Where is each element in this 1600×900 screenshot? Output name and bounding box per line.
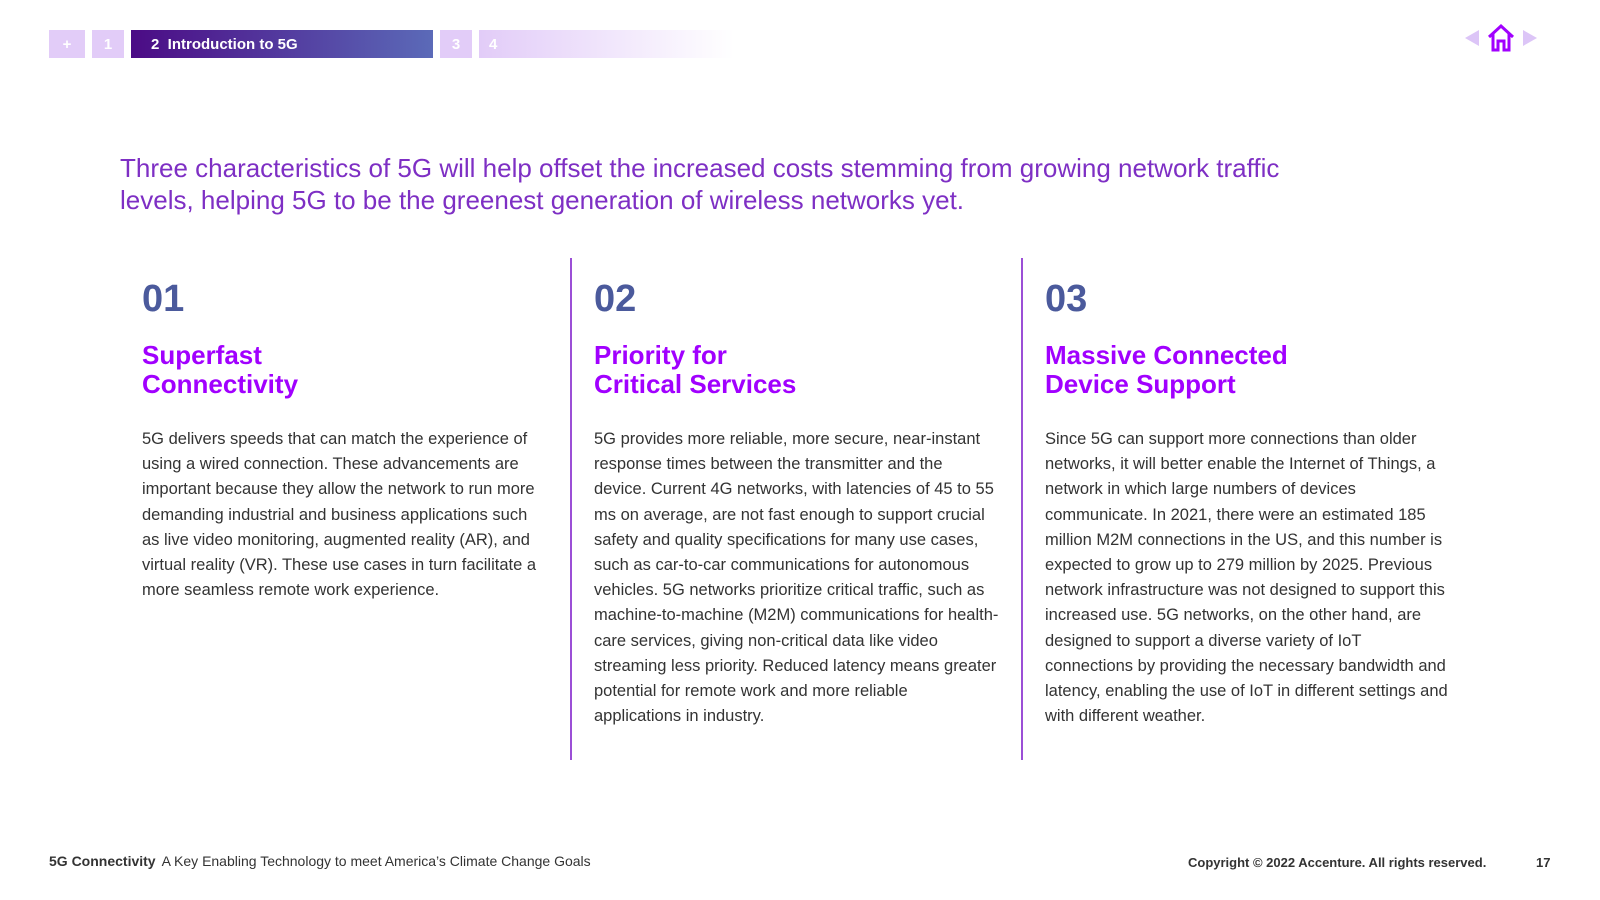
doc-subtitle: A Key Enabling Technology to meet America’s Climate Change Goals: [161, 853, 591, 869]
intro-text: Three characteristics of 5G will help offset the increased costs stemming from growing network traffic levels, helping 5G to be the greenest generation of wireless networks yet.: [120, 153, 1280, 215]
title-line: Superfast: [142, 340, 262, 370]
column-body: Since 5G can support more connections than older networks, it will better enable the Internet of Things, a network in which large numbers of devices communicate. In 2021, there were an estimated 185 million M2M connections in the US, and this number is expected to grow up to 279 million by 2025. Previous network infrastructure was not designed to support this increased use. 5G networks, on the other hand, are designed to support a diverse variety of IoT connections by providing the necessary bandwidth and latency, enabling the use of IoT in different settings and with different weather.: [1045, 430, 1448, 726]
section-nav: [49, 30, 734, 58]
column-title: [142, 341, 562, 399]
title-line: Critical Services: [594, 369, 797, 399]
doc-title: 5G Connectivity: [49, 853, 156, 869]
nav-plus[interactable]: +: [49, 30, 85, 58]
column-title: [594, 341, 1012, 399]
column-body: 5G provides more reliable, more secure, near-instant response times between the transmitter and the device. Current 4G networks, with latencies of 45 to 55 ms on average, are not fast enough to support crucial safety and quality specifications for many use cases, such as car-to-car communications for autonomous vehicles. 5G networks prioritize critical traffic, such as machine-to-machine (M2M) communications for health-care services, giving non-critical data like video streaming less priority. Reduced latency means greater potential for remote work and more reliable applications in industry.: [594, 430, 999, 726]
title-line: Connectivity: [142, 369, 299, 399]
footer-title: [49, 853, 591, 869]
page-number: 17: [1536, 855, 1551, 870]
copyright: Copyright © 2022 Accenture. All rights reserved.: [1188, 855, 1487, 870]
column-1: [120, 258, 562, 760]
next-icon[interactable]: [1523, 30, 1537, 46]
page-controls: [1465, 22, 1537, 54]
title-line: Massive Connected: [1045, 340, 1288, 370]
home-icon[interactable]: [1485, 22, 1517, 54]
nav-section-4[interactable]: 4: [479, 30, 734, 58]
column-3: [1021, 258, 1463, 760]
title-line: Priority for: [594, 340, 727, 370]
prev-icon[interactable]: [1465, 30, 1479, 46]
nav-section-2-active[interactable]: 2 Introduction to 5G: [131, 30, 433, 58]
column-2: [570, 258, 1012, 760]
column-number: 01: [142, 278, 185, 320]
title-line: Device Support: [1045, 369, 1236, 399]
nav-section-3[interactable]: 3: [440, 30, 472, 58]
nav-section-1[interactable]: 1: [92, 30, 124, 58]
column-number: 03: [1045, 278, 1088, 320]
column-title: [1045, 341, 1463, 399]
column-number: 02: [594, 278, 637, 320]
column-body: 5G delivers speeds that can match the experience of using a wired connection. These advancements are important because they allow the network to run more demanding industrial and business applications such as live video monitoring, augmented reality (AR), and virtual reality (VR). These use cases in turn facilitate a more seamless remote work experience.: [142, 430, 537, 600]
